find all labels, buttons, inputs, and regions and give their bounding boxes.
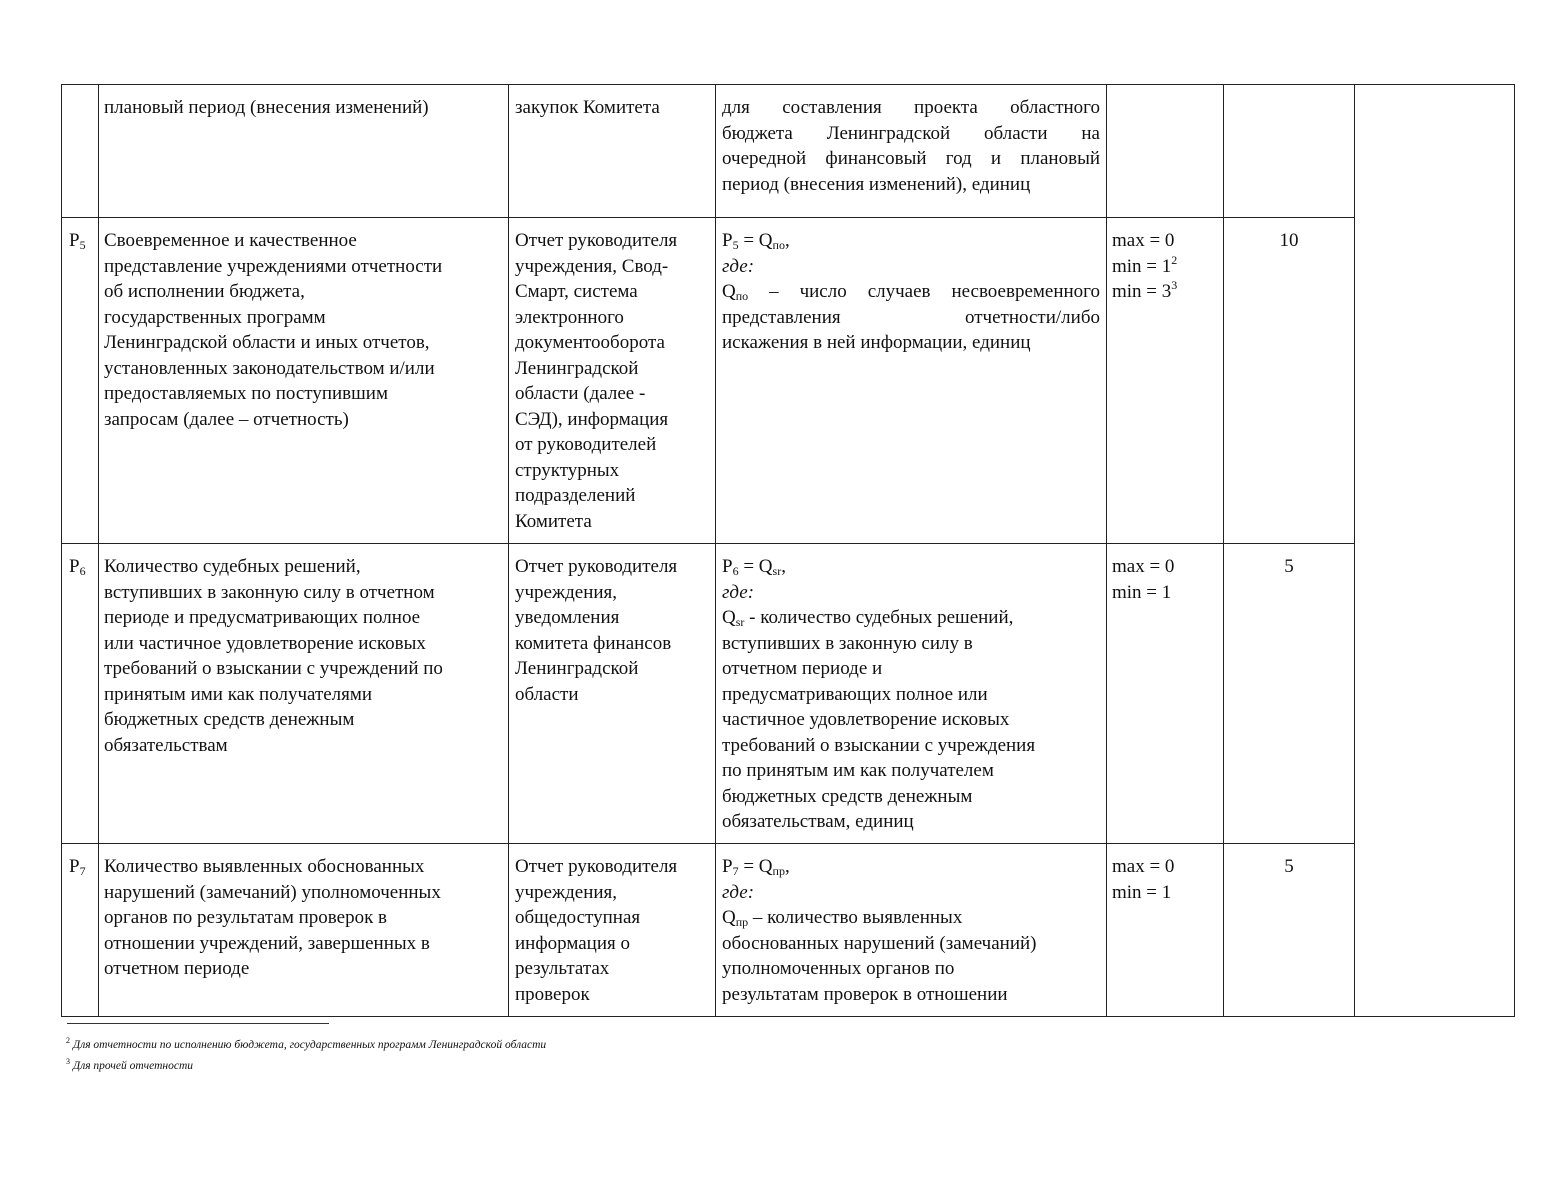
formula-description-line: бюджетных средств денежным [722, 785, 973, 807]
indicator-limits [1107, 544, 1224, 844]
indicator-code-letter: P [69, 230, 80, 251]
indicator-name-line: Количество выявленных обоснованных [104, 856, 425, 877]
indicator-source-line: учреждения, Свод- [515, 255, 669, 277]
indicator-name [99, 85, 509, 218]
indicator-points [1224, 85, 1355, 218]
indicator-source [509, 844, 716, 1017]
indicator-source-line: области [515, 683, 579, 705]
indicator-source-line: подразделений [515, 485, 636, 506]
indicator-source [509, 85, 716, 218]
footnote-divider [67, 1023, 329, 1024]
indicator-formula [716, 544, 1107, 844]
indicator-limits [1107, 85, 1224, 218]
table-row [62, 844, 1515, 1017]
indicator-name-line: обязательствам [104, 734, 228, 756]
indicator-name-line: установленных законодательством и/или [104, 357, 435, 379]
indicator-source-line: СЭД), информация [515, 408, 669, 430]
formula-description-line: искажения в ней информации, единиц [722, 332, 1031, 353]
indicator-name-line: или частичное удовлетворение исковых [104, 632, 426, 654]
indicators-table [61, 84, 1515, 1017]
table-row [62, 218, 1515, 544]
formula-description-line: по принятым им как получателем [722, 760, 994, 781]
formula-description-line: предусматривающих полное или [722, 683, 988, 705]
indicator-name-line: государственных программ [104, 306, 326, 328]
formula-expression: $P_6 = Q_{sr}$, [722, 556, 786, 578]
indicator-name-line: бюджетных средств денежным [104, 709, 355, 730]
limit-value: min = 1 [1112, 581, 1172, 603]
formula-description-line: представления отчетности/либо [722, 306, 1100, 328]
indicator-source-line: уведомления [515, 607, 620, 628]
indicator-source-line: электронного [515, 306, 624, 328]
indicator-name-line: об исполнении бюджета, [104, 281, 305, 302]
indicator-source-line: информация о [515, 932, 631, 954]
formula-description-line: $Q_{пр}$ – количество выявленных [722, 907, 963, 929]
limit-value: $\min = 1^2$ [1112, 252, 1178, 277]
indicator-code-letter: P [69, 556, 80, 577]
indicator-name [99, 844, 509, 1017]
footnote-2: $^2$ Для отчетности по исполнению бюджета, государственных программ Ленинградской области [66, 1036, 547, 1051]
formula-description-line: обоснованных нарушений (замечаний) [722, 932, 1037, 954]
formula-description-line: период (внесения изменений), единиц [722, 173, 1031, 195]
indicator-name-line: Своевременное и качественное [104, 230, 357, 251]
indicator-source-line: проверок [515, 983, 590, 1005]
indicator-name-line: вступивших в законную силу в отчетном [104, 581, 435, 603]
indicator-source-line: закупок Комитета [515, 97, 660, 118]
indicator-formula [716, 844, 1107, 1017]
limit-value: max = 0 [1112, 556, 1175, 577]
indicator-code-letter: P [69, 856, 80, 877]
formula-description-line: уполномоченных органов по [722, 958, 955, 979]
indicator-name-line: отчетном периоде [104, 958, 250, 979]
indicator-source-line: Ленинградской [515, 357, 639, 379]
indicator-name-line: органов по результатам проверок в [104, 907, 388, 928]
indicator-source-line: учреждения, [515, 881, 618, 903]
indicator-name-line: нарушений (замечаний) уполномоченных [104, 881, 441, 903]
empty-column [1355, 85, 1515, 1017]
formula-where-label: где: [722, 881, 755, 903]
indicator-code [62, 218, 99, 544]
indicator-name-line: запросам (далее – отчетность) [104, 408, 349, 430]
formula-description-line: вступивших в законную силу в [722, 632, 973, 654]
indicator-formula [716, 85, 1107, 218]
indicator-source [509, 218, 716, 544]
indicator-source-line: от руководителей [515, 434, 657, 455]
indicator-limits [1107, 844, 1224, 1017]
footnote-ref: 3 [1171, 278, 1178, 292]
formula-description-line: бюджета Ленинградской области на [722, 122, 1100, 144]
indicator-formula [716, 218, 1107, 544]
formula-description-line: очередной финансовый год и плановый [722, 148, 1100, 169]
indicator-limits [1107, 218, 1224, 544]
footnote-3: $^3$ Для прочей отчетности [66, 1057, 194, 1072]
indicator-name-line: требований о взыскании с учреждений по [104, 658, 443, 679]
formula-expression: $P_5 = Q_{по}$, [722, 230, 790, 252]
indicator-name-line: предоставляемых по поступившим [104, 383, 388, 404]
indicator-source-line: Смарт, система [515, 281, 638, 302]
formula-description-line: частичное удовлетворение исковых [722, 709, 1010, 730]
indicator-source-line: Ленинградской [515, 658, 639, 679]
indicator-source-line: Отчет руководителя [515, 230, 678, 251]
limit-value: min = 1 [1112, 881, 1172, 903]
formula-description-line: результатам проверок в отношении [722, 983, 1008, 1005]
indicator-source-line: результатах [515, 958, 610, 979]
formula-where-label: где: [722, 255, 755, 277]
indicator-name-line: отношении учреждений, завершенных в [104, 932, 430, 954]
indicator-name-line: Количество судебных решений, [104, 556, 361, 577]
indicator-name-line: плановый период (внесения изменений) [104, 97, 429, 118]
indicator-name-line: периоде и предусматривающих полное [104, 607, 421, 628]
indicator-name [99, 544, 509, 844]
indicator-name-line: Ленинградской области и иных отчетов, [104, 332, 430, 353]
formula-description-line: $Q_{sr}$ - количество судебных решений, [722, 607, 1014, 629]
indicator-points: 5 [1224, 844, 1355, 1017]
formula-description-line: $Q_{по}$ – число случаев несвоевременного [722, 281, 1100, 303]
indicator-code [62, 844, 99, 1017]
indicator-code-index: 5 [79, 238, 86, 252]
indicator-source [509, 544, 716, 844]
table-row [62, 544, 1515, 844]
indicator-code-index: 6 [79, 564, 86, 578]
indicator-source-line: учреждения, [515, 581, 618, 603]
limit-value: $\min = 3^3$ [1112, 278, 1178, 302]
indicator-source-line: Отчет руководителя [515, 556, 678, 577]
indicator-code [62, 85, 99, 218]
formula-expression: $P_7 = Q_{пр}$, [722, 856, 790, 878]
indicator-source-line: области (далее - [515, 383, 646, 404]
indicator-source-line: Отчет руководителя [515, 856, 678, 877]
footnote-ref: 2 [1171, 252, 1178, 267]
indicator-source-line: структурных [515, 459, 620, 481]
indicator-source-line: Комитета [515, 510, 592, 532]
limit-value: max = 0 [1112, 856, 1175, 877]
formula-description-line: обязательствам, единиц [722, 811, 914, 832]
indicator-code-index: 7 [79, 864, 86, 878]
indicator-name-line: принятым ими как получателями [104, 683, 373, 705]
indicator-name [99, 218, 509, 544]
formula-description-line: требований о взыскании с учреждения [722, 734, 1036, 756]
indicator-code [62, 544, 99, 844]
formula-description-line: для составления проекта областного [722, 97, 1100, 118]
limit-value: max = 0 [1112, 230, 1175, 251]
formula-where-label: где: [722, 581, 755, 603]
formula-description-line: отчетном периоде и [722, 658, 883, 679]
indicator-source-line: комитета финансов [515, 632, 672, 654]
indicator-points: 10 [1224, 218, 1355, 544]
indicator-name-line: представление учреждениями отчетности [104, 255, 443, 277]
table-row [62, 85, 1515, 218]
indicator-points: 5 [1224, 544, 1355, 844]
indicator-source-line: документооборота [515, 332, 665, 353]
indicator-source-line: общедоступная [515, 907, 641, 928]
